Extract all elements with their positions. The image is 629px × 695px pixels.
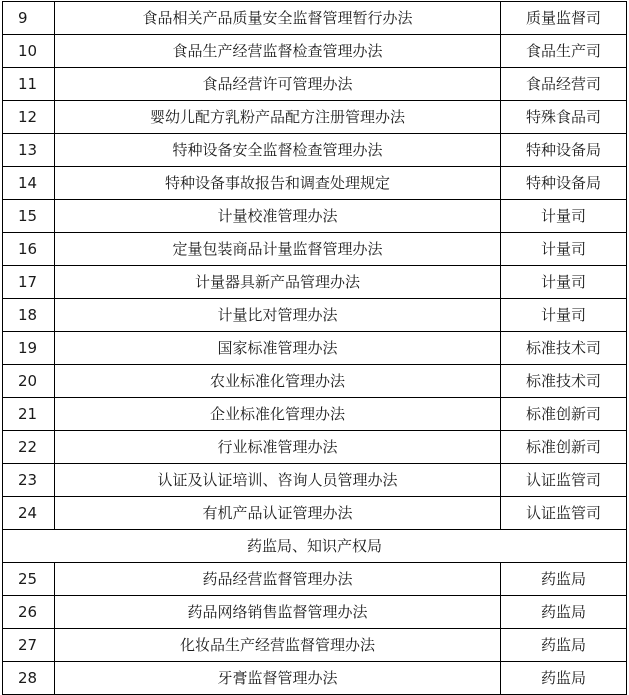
department-cell: 标准技术司	[501, 365, 627, 398]
department-cell: 质量监督司	[501, 2, 627, 35]
regulation-name-cell: 企业标准化管理办法	[55, 398, 501, 431]
table-row	[3, 233, 627, 266]
row-number-cell: 14	[3, 167, 55, 200]
row-number-cell: 23	[3, 464, 55, 497]
row-number-cell: 11	[3, 68, 55, 101]
table-row	[3, 2, 627, 35]
table-row	[3, 497, 627, 530]
table-row	[3, 200, 627, 233]
table-row	[3, 398, 627, 431]
row-number-cell: 22	[3, 431, 55, 464]
regulation-name-cell: 有机产品认证管理办法	[55, 497, 501, 530]
row-number-cell: 13	[3, 134, 55, 167]
table-row	[3, 134, 627, 167]
regulations-table	[2, 1, 627, 695]
department-cell: 认证监管司	[501, 464, 627, 497]
row-number-cell: 16	[3, 233, 55, 266]
department-cell: 标准创新司	[501, 398, 627, 431]
row-number-cell: 20	[3, 365, 55, 398]
section-header: 药监局、知识产权局	[3, 530, 627, 563]
regulation-name-cell: 特种设备事故报告和调查处理规定	[55, 167, 501, 200]
department-cell: 计量司	[501, 266, 627, 299]
regulation-name-cell: 化妆品生产经营监督管理办法	[55, 629, 501, 662]
regulation-name-cell: 药品网络销售监督管理办法	[55, 596, 501, 629]
table-row	[3, 35, 627, 68]
regulation-name-cell: 牙膏监督管理办法	[55, 662, 501, 695]
department-cell: 特种设备局	[501, 134, 627, 167]
row-number-cell: 15	[3, 200, 55, 233]
regulation-name-cell: 国家标准管理办法	[55, 332, 501, 365]
row-number-cell: 21	[3, 398, 55, 431]
table-row	[3, 563, 627, 596]
department-cell: 标准技术司	[501, 332, 627, 365]
table-row	[3, 365, 627, 398]
regulation-name-cell: 婴幼儿配方乳粉产品配方注册管理办法	[55, 101, 501, 134]
table-row	[3, 299, 627, 332]
table-row	[3, 464, 627, 497]
row-number-cell: 25	[3, 563, 55, 596]
department-cell: 特种设备局	[501, 167, 627, 200]
row-number-cell: 9	[3, 2, 55, 35]
section-header-row	[3, 530, 627, 563]
table-row	[3, 662, 627, 695]
row-number-cell: 10	[3, 35, 55, 68]
table-row	[3, 596, 627, 629]
row-number-cell: 18	[3, 299, 55, 332]
department-cell: 计量司	[501, 299, 627, 332]
regulation-name-cell: 食品相关产品质量安全监督管理暂行办法	[55, 2, 501, 35]
table-row	[3, 101, 627, 134]
department-cell: 食品经营司	[501, 68, 627, 101]
regulation-name-cell: 行业标准管理办法	[55, 431, 501, 464]
regulation-name-cell: 农业标准化管理办法	[55, 365, 501, 398]
row-number-cell: 28	[3, 662, 55, 695]
regulation-name-cell: 定量包装商品计量监督管理办法	[55, 233, 501, 266]
table-row	[3, 167, 627, 200]
regulation-name-cell: 食品生产经营监督检查管理办法	[55, 35, 501, 68]
table-row	[3, 629, 627, 662]
department-cell: 计量司	[501, 233, 627, 266]
regulation-name-cell: 计量比对管理办法	[55, 299, 501, 332]
department-cell: 药监局	[501, 563, 627, 596]
department-cell: 药监局	[501, 629, 627, 662]
department-cell: 药监局	[501, 662, 627, 695]
row-number-cell: 24	[3, 497, 55, 530]
row-number-cell: 12	[3, 101, 55, 134]
row-number-cell: 27	[3, 629, 55, 662]
regulation-name-cell: 特种设备安全监督检查管理办法	[55, 134, 501, 167]
regulations-table-body	[3, 2, 627, 695]
table-row	[3, 266, 627, 299]
department-cell: 药监局	[501, 596, 627, 629]
department-cell: 特殊食品司	[501, 101, 627, 134]
department-cell: 认证监管司	[501, 497, 627, 530]
regulation-name-cell: 食品经营许可管理办法	[55, 68, 501, 101]
department-cell: 食品生产司	[501, 35, 627, 68]
regulation-name-cell: 认证及认证培训、咨询人员管理办法	[55, 464, 501, 497]
table-row	[3, 431, 627, 464]
regulation-name-cell: 药品经营监督管理办法	[55, 563, 501, 596]
row-number-cell: 26	[3, 596, 55, 629]
table-row	[3, 68, 627, 101]
department-cell: 计量司	[501, 200, 627, 233]
table-row	[3, 332, 627, 365]
regulation-name-cell: 计量校准管理办法	[55, 200, 501, 233]
row-number-cell: 17	[3, 266, 55, 299]
regulation-name-cell: 计量器具新产品管理办法	[55, 266, 501, 299]
department-cell: 标准创新司	[501, 431, 627, 464]
row-number-cell: 19	[3, 332, 55, 365]
